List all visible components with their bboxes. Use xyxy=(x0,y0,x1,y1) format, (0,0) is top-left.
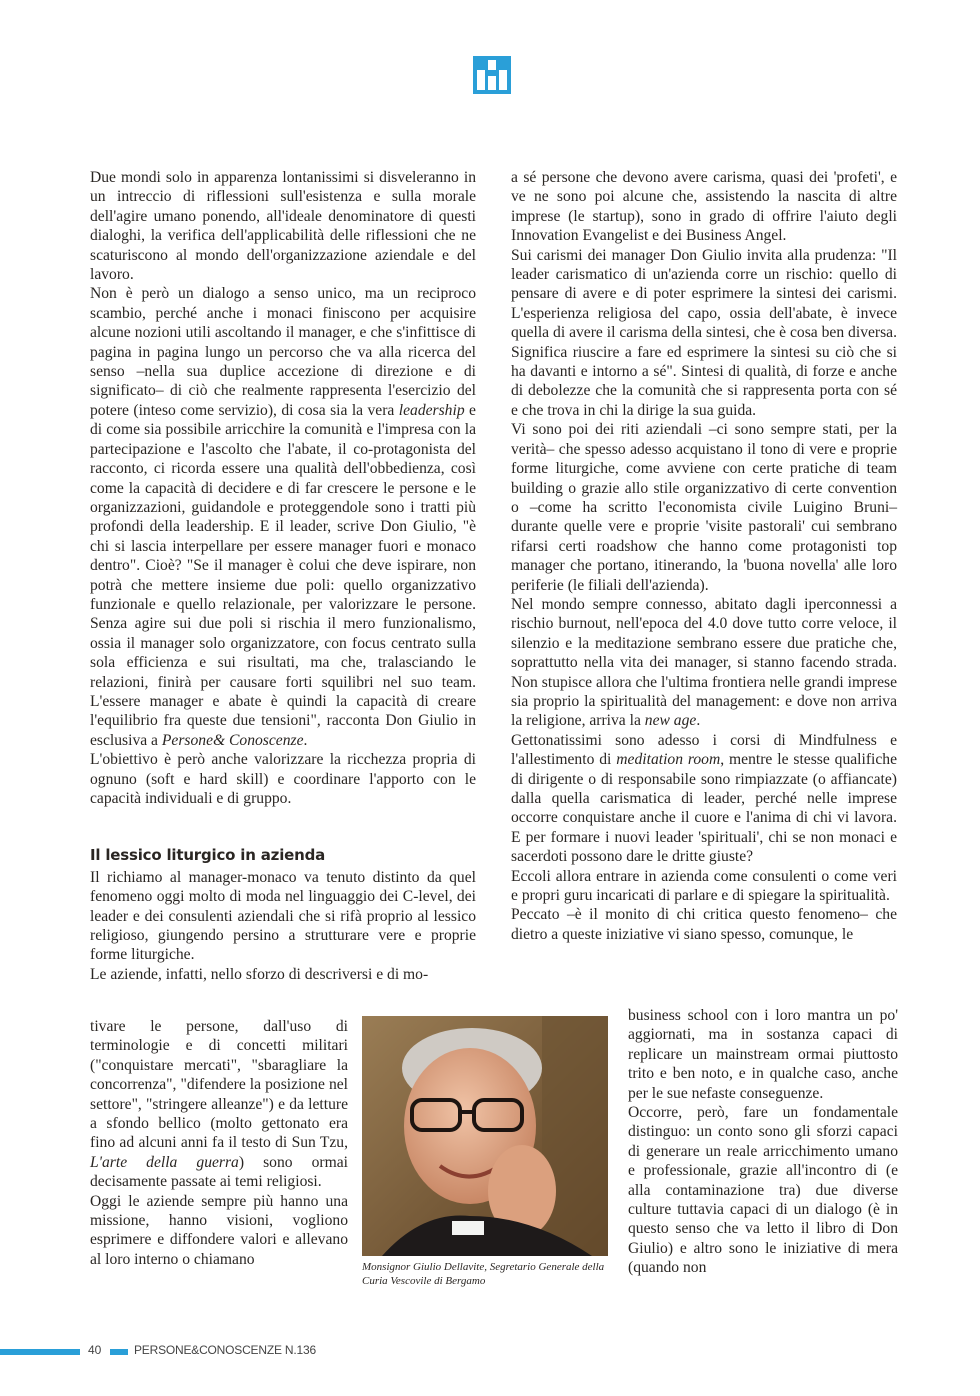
left-wrap-paragraph-2: Oggi le aziende sempre più hanno una missione, hanno visioni, vogliono esprimere e diffondere valori e allevano al loro interno o chiamano xyxy=(90,1192,348,1268)
right-paragraph-4: Nel mondo sempre connesso, abitato dagli iperconnessi a rischio burnout, nell'epoca del 4.0 dove tutto corre veloce, il silenzio e la meditazione sembrano essere due pratiche che, soprattutto nella vita dei manager, si stanno facendo strada. Non stupisce allora che l'ultima frontiera nelle grandi imprese sia proprio la spiritualità del management: e dove non arriva la religione, arriva la new age. xyxy=(511,595,897,730)
right-paragraph-1: a sé persone che devono avere carisma, quasi dei 'profeti', e ve ne sono poi alcune che, assistendo la nascita di altre imprese (le startup), sono in grado di offrire l'aiuto degli Innovation Evangelist e dei Business Angel. xyxy=(511,169,897,245)
right-wrap-paragraph-2: Occorre, però, fare un fondamentale distinguo: un conto sono gli sforzi capaci di generare un reale arricchimento umano e professionale, grazie all'incontro di (e alla contaminazione tra) due diverse culture tuttavia capaci di un dialogo (è in questo senso che va letto il libro di Don Giulio) e altro sono le iniziative di mera (quando non xyxy=(628,1104,898,1277)
portrait-photo xyxy=(362,1016,608,1256)
right-wrap-text xyxy=(628,1006,898,1278)
photo-caption: Monsignor Giulio Dellavite, Segretario Generale della Curia Vescovile di Bergamo xyxy=(362,1261,605,1287)
left-paragraph-5: Le aziende, infatti, nello sforzo di descriversi e di mo- xyxy=(90,965,429,983)
right-paragraph-7: Peccato –è il monito di chi critica questo fenomeno– che dietro a queste iniziative vi siano spesso, comunque, le xyxy=(511,906,897,943)
page-number: 40 xyxy=(88,1343,102,1357)
left-paragraph-2: Non è però un dialogo a senso unico, ma un reciproco scambio, perché anche i monaci finiscono per acquisire alcune nozioni utili ascoltando il manager, e che s'infittisce di pagina in pagina lungo un percorso che va alla ricerca del senso –nella sua duplice accezione di direzione e di significato– di ciò che realmente rappresenta l'esercizio del potere (inteso come servizio), di cosa sia la vera leadership e di come sia possibile arricchire la comunità e l'impresa con la partecipazione e l'ascolto che l'abate, il co-protagonista del racconto, ci ricorda essere una qualità dell'obbedienza, così come la capacità di decidere e di far crescere le persone e le organizzazioni, guidandole e proteggendole sono i tratti più profondi della leadership. E il leader, scrive Don Giulio, "è chi si lascia interpellare per essere manager fuori e monaco dentro". Cioè? "Se il manager è colui che deve ispirare, non potrà che mettere insieme due poli: quello organizzativo funzionale e quello relazionale, per valorizzare le persone. Senza agire sui due poli si rischia il mero funzionalismo, ossia il manager solo organizzatore, con focus centrato sulla sola efficienza e sui risultati, ma che, tralasciando le relazioni, finirà per causare forti squilibri nel suo team. L'essere manager e abate è quindi la capacità di creare l'equilibrio fra queste due tensioni", racconta Don Giulio in esclusiva a Persone& Conoscenze. xyxy=(90,285,476,749)
magazine-logo-icon xyxy=(473,56,511,94)
left-wrap-text xyxy=(90,1017,348,1269)
left-column xyxy=(90,168,476,984)
left-paragraph-1: Due mondi solo in apparenza lontanissimi si disveleranno in un intreccio di riflessioni sull'esistenza e sulla morale dell'agire umano ponendo, all'ideale denominatore di questi dialoghi, la verifica dell'applicabilità delle riflessioni che ne scaturiscono al mondo dell'organizzazione aziendale e del lavoro. xyxy=(90,169,476,284)
right-paragraph-5: Gettonatissimi sono adesso i corsi di Mindfulness e l'allestimento di meditation room, mentre le stesse qualifiche di dirigente o di responsabile sono rimpiazzate (o affiancate) dalla quella carismatica di leader, perché nelle imprese occorre conquistare anche il cuore e l'anima di chi vi lavora. E per formare i nuovi leader 'spirituali', chi se non monaci e sacerdoti possono dare le dritte giuste? xyxy=(511,731,898,866)
magazine-title: PERSONE&CONOSCENZE N.136 xyxy=(134,1343,316,1357)
right-paragraph-6: Eccoli allora entrare in azienda come consulenti o come veri e propri guru incaricati di parlare e di spiegare la spiritualità. xyxy=(511,867,897,905)
right-column xyxy=(511,168,897,944)
footer-accent-square xyxy=(110,1349,128,1355)
left-paragraph-4: Il richiamo al manager-monaco va tenuto distinto da quel fenomeno oggi molto di moda nel linguaggio dei C-level, dei leader e dei consulenti aziendali che si rifà proprio al lessico religioso, giungendo persino a strutturare vere e proprie forme liturgiche. xyxy=(90,868,476,964)
right-paragraph-3: Vi sono poi dei riti aziendali –ci sono sempre stati, per la verità– che spesso adesso acquistano il tono di vere e proprie forme liturgiche, come avviene con certe pratiche di team building o grazie allo stile organizzativo di certe convention o –come ha scritto l'economista civile Luigino Bruni– durante quelle vere e proprie 'visite pastorali' cui sembrano rifarsi certi roadshow che hanno come protagonisti top manager che portano, itinerando, la 'buona novella' alle loro periferie (le filiali dell'azienda). xyxy=(511,421,897,594)
footer-accent-bar xyxy=(0,1349,80,1355)
right-wrap-paragraph-1: business school con i loro mantra un po' aggiornati, ma in sostanza capaci di replicare un mainstream ormai piuttosto trito e ben noto, e in qualche caso, anche per le sue nefaste conseguenze. xyxy=(628,1007,898,1102)
left-wrap-paragraph-1: tivare le persone, dall'uso di terminologie e di concetti militari ("conquistare mercati", "sbaragliare la concorrenza", "difendere la posizione nel settore", "stringere alleanze") e da letture a sfondo bellico (molto gettonato era fino ad alcuni anni fa il testo di Sun Tzu, L'arte della guerra) sono ormai decisamente passate ai temi religiosi. xyxy=(90,1018,348,1191)
page-footer xyxy=(0,1343,980,1363)
right-paragraph-2: Sui carismi dei manager Don Giulio invita alla prudenza: "Il leader carismatico di un'azienda corre un rischio: quello di pensare di avere e di poter esprimere la sintesi dei carismi. L'esperienza religiosa del capo, ossia dell'abate, è invece quella di avere il carisma della sintesi, che è cosa ben diversa. Significa riuscire a fare ed esprimere la sintesi su ciò che si ha davanti e intorno a sé". Sintesi di qualità, di forze e anche di debolezze che la comunità che si rappresenta porta con sé e che trova in chi la dirige la sua guida. xyxy=(511,246,897,419)
left-paragraph-3: L'obiettivo è però anche valorizzare la ricchezza propria di ognuno (soft e hard skill) e coordinare l'apporto con le capacità individuali e di gruppo. xyxy=(90,751,476,807)
portrait-illustration xyxy=(362,1016,608,1256)
section-heading: Il lessico liturgico in azienda xyxy=(90,846,326,865)
